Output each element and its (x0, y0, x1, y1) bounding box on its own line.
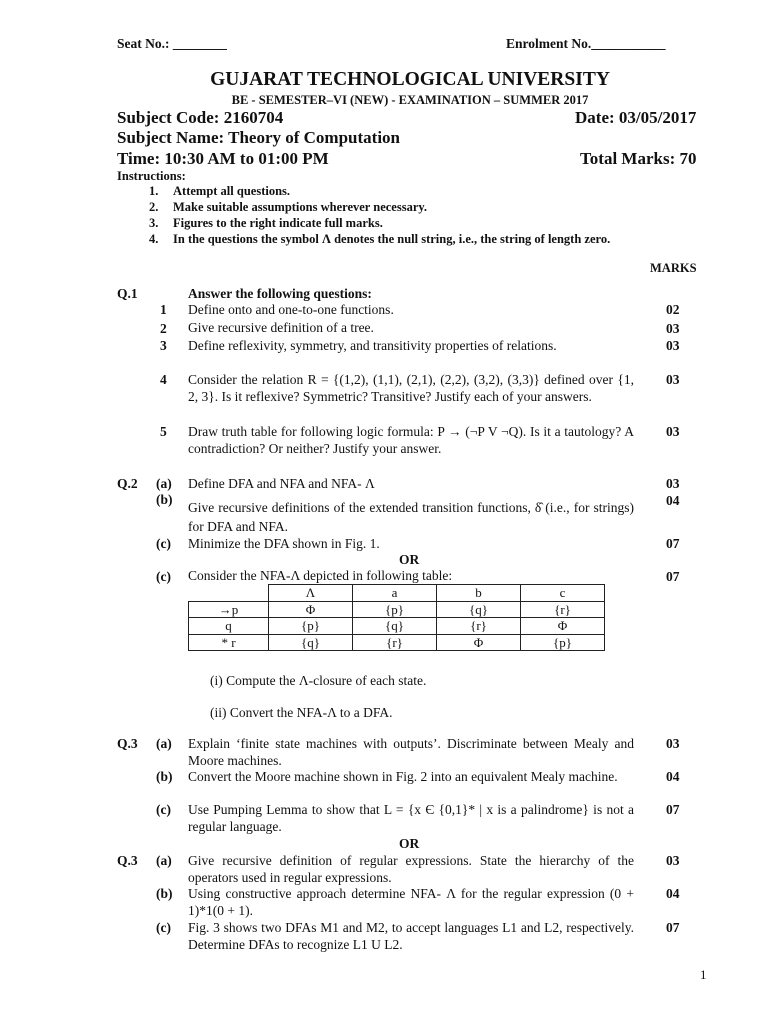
part-label: (b) (156, 886, 173, 901)
total-marks: Total Marks: 70 (580, 149, 697, 168)
instruction-num: 4. (149, 232, 159, 246)
subject-code: Subject Code: 2160704 (117, 108, 284, 127)
seat-number: Seat No.: ________ (117, 36, 227, 51)
question-label: Q.1 (117, 286, 138, 301)
question-label: Q.3 (117, 853, 138, 868)
table-cell: Φ (269, 601, 353, 618)
part-marks: 03 (666, 853, 680, 868)
nfa-transition-table (188, 584, 605, 651)
part-text: Give recursive definitions of the extended transition functions, δ̂ (i.e., for strings) for DFA and NFA. (188, 500, 634, 534)
exam-date: Date: 03/05/2017 (575, 108, 697, 127)
instruction-num: 3. (149, 216, 159, 230)
item-text: Define onto and one-to-one functions. (188, 302, 394, 317)
part-text: Give recursive definition of regular expressions. State the hierarchy of the operators used in regular expressions. (188, 853, 634, 885)
table-header-row (189, 585, 605, 602)
part-text: Consider the NFA-Λ depicted in following table: (188, 568, 453, 583)
subpart-text: (ii) Convert the NFA-Λ to a DFA. (210, 705, 393, 720)
part-label: (a) (156, 476, 172, 491)
table-row (189, 618, 605, 635)
table-row (189, 634, 605, 651)
table-cell: {r} (353, 634, 437, 651)
table-cell: Φ (521, 618, 605, 635)
table-row (189, 601, 605, 618)
page-number: 1 (700, 967, 707, 982)
table-cell: a (353, 585, 437, 602)
item-marks: 03 (666, 424, 680, 439)
item-text: Draw truth table for following logic formula: P → (¬P V ¬Q). Is it a tautology? A contradiction? Or neither? Justify your answer. (188, 424, 634, 456)
part-text: Explain ‘finite state machines with outputs’. Discriminate between Mealy and Moore machines. (188, 736, 634, 768)
university-title: GUJARAT TECHNOLOGICAL UNIVERSITY (210, 69, 610, 90)
table-cell: {q} (353, 618, 437, 635)
instructions-title: Instructions: (117, 169, 186, 183)
table-cell: {q} (269, 634, 353, 651)
item-number: 1 (160, 302, 167, 317)
part-label: (a) (156, 736, 172, 751)
table-cell: b (437, 585, 521, 602)
part-text: Use Pumping Lemma to show that L = {x Є {0,1}* | x is a palindrome} is not a regular language. (188, 802, 634, 834)
table-cell: →p (189, 601, 269, 618)
item-number: 2 (160, 321, 167, 336)
part-text: Using constructive approach determine NFA- Λ for the regular expression (0 + 1)*1(0 + 1). (188, 886, 634, 918)
table-cell (189, 585, 269, 602)
instruction-num: 2. (149, 200, 159, 214)
question-label: Q.3 (117, 736, 138, 751)
part-text: Convert the Moore machine shown in Fig. 2 into an equivalent Mealy machine. (188, 769, 618, 784)
question-label: Q.2 (117, 476, 138, 491)
marks-header: MARKS (650, 261, 697, 275)
part-label: (c) (156, 536, 171, 551)
item-marks: 03 (666, 321, 680, 336)
table-cell: {r} (521, 601, 605, 618)
part-marks: 04 (666, 493, 680, 508)
table-cell: {r} (437, 618, 521, 635)
item-number: 3 (160, 338, 167, 353)
or-separator: OR (399, 552, 420, 567)
part-label: (c) (156, 569, 171, 584)
enrolment-number: Enrolment No.___________ (506, 36, 666, 51)
part-marks: 07 (666, 802, 680, 817)
table-cell: {p} (521, 634, 605, 651)
item-marks: 03 (666, 338, 680, 353)
question-heading: Answer the following questions: (188, 286, 372, 301)
part-label: (c) (156, 920, 171, 935)
table-cell: Λ (269, 585, 353, 602)
part-marks: 07 (666, 920, 680, 935)
subject-name: Subject Name: Theory of Computation (117, 128, 401, 147)
part-label: (a) (156, 853, 172, 868)
exam-title: BE - SEMESTER–VI (NEW) - EXAMINATION – SUMMER 2017 (231, 93, 589, 107)
part-marks: 03 (666, 476, 680, 491)
part-text: Fig. 3 shows two DFAs M1 and M2, to accept languages L1 and L2, respectively. Determine DFAs to recognize L1 U L2. (188, 920, 634, 952)
part-text: Minimize the DFA shown in Fig. 1. (188, 536, 380, 551)
exam-time: Time: 10:30 AM to 01:00 PM (117, 149, 329, 168)
item-number: 4 (160, 372, 167, 387)
instruction-text: Attempt all questions. (173, 184, 291, 198)
table-cell: {p} (353, 601, 437, 618)
part-label: (c) (156, 802, 171, 817)
or-separator: OR (399, 836, 420, 851)
instruction-text: In the questions the symbol Λ denotes the null string, i.e., the string of length zero. (173, 232, 611, 246)
table-cell: c (521, 585, 605, 602)
table-cell: * r (189, 634, 269, 651)
part-label: (b) (156, 769, 173, 784)
item-number: 5 (160, 424, 167, 439)
instruction-num: 1. (149, 184, 159, 198)
item-marks: 03 (666, 372, 680, 387)
table-cell: {q} (437, 601, 521, 618)
part-text: Define DFA and NFA and NFA- Λ (188, 476, 375, 491)
item-text: Consider the relation R = {(1,2), (1,1), (2,1), (2,2), (3,2), (3,3)} defined over {1, 2, 3}. Is it reflexive? Symmetric? Transitive? Justify each of your answers. (188, 372, 634, 404)
part-marks: 04 (666, 769, 680, 784)
part-marks: 03 (666, 736, 680, 751)
item-text: Give recursive definition of a tree. (188, 320, 374, 335)
item-text: Define reflexivity, symmetry, and transitivity properties of relations. (188, 338, 557, 353)
part-label: (b) (156, 492, 173, 507)
table-cell: {p} (269, 618, 353, 635)
table-cell: q (189, 618, 269, 635)
instruction-text: Figures to the right indicate full marks. (173, 216, 383, 230)
subpart-text: (i) Compute the Λ-closure of each state. (210, 673, 427, 688)
instruction-text: Make suitable assumptions wherever necessary. (173, 200, 428, 214)
part-marks: 07 (666, 536, 680, 551)
item-marks: 02 (666, 302, 680, 317)
part-marks: 04 (666, 886, 680, 901)
table-cell: Φ (437, 634, 521, 651)
part-marks: 07 (666, 569, 680, 584)
